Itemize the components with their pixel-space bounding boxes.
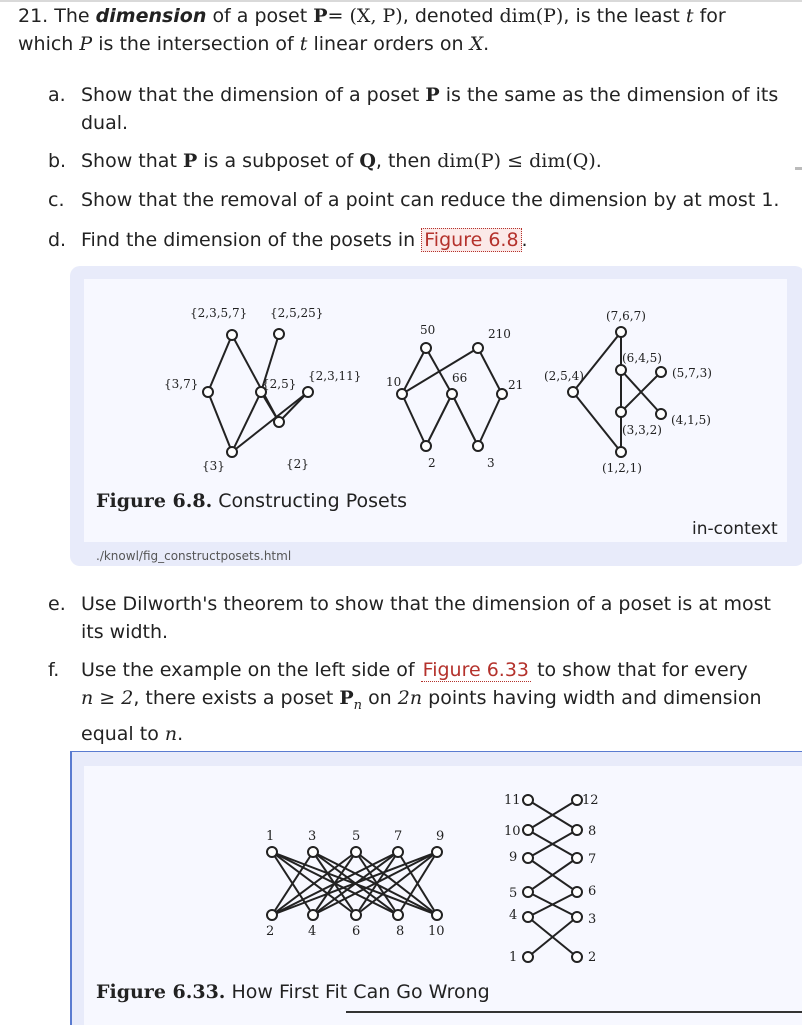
text: Find the dimension of the posets in <box>81 229 416 251</box>
task-label: d. <box>48 229 67 251</box>
text: . <box>483 33 490 55</box>
text: , denoted <box>402 5 494 27</box>
poset-label: 2 <box>428 456 436 470</box>
poset-label: {3,7} <box>164 377 199 391</box>
poset-label: {2} <box>286 457 309 471</box>
poset-label: {3} <box>202 459 225 473</box>
diagram-node <box>523 795 533 805</box>
text: is a subposet of <box>203 150 354 172</box>
poset-point <box>227 330 237 340</box>
text: Show that <box>81 150 177 172</box>
diagram-node <box>523 912 533 922</box>
diagram-node <box>393 847 403 857</box>
figure-6-8-link[interactable]: Figure 6.8 <box>421 228 521 252</box>
poset-label: {2,5,25} <box>270 306 324 320</box>
figure-6-33-caption <box>96 981 490 1003</box>
math-symbol: P <box>313 5 328 27</box>
exercise-number: 21. <box>18 5 49 27</box>
text: Show that the dimension of a poset <box>81 84 420 106</box>
diagram-node <box>572 825 582 835</box>
node-label: 10 <box>428 924 445 939</box>
poset-point <box>656 409 666 419</box>
node-label: 1 <box>266 829 275 844</box>
diagram-node <box>572 912 582 922</box>
text: . <box>521 229 528 251</box>
node-label: 8 <box>396 924 405 939</box>
knowl-file-path: ./knowl/fig_constructposets.html <box>96 549 292 563</box>
node-label: 11 <box>504 793 521 808</box>
math-subscript: n <box>353 697 363 713</box>
math-symbol: t <box>299 33 308 55</box>
task-label: b. <box>48 150 67 172</box>
caption-text: Constructing Posets <box>218 490 408 512</box>
node-label: 5 <box>509 886 518 901</box>
diagram-node <box>572 795 582 805</box>
poset-label: {2,3,5,7} <box>190 306 248 320</box>
math-expression: n ≥ 2 <box>81 687 134 709</box>
diagram-node <box>432 910 442 920</box>
poset-point <box>421 343 431 353</box>
poset-point <box>616 407 626 417</box>
caption-text: How First Fit Can Go Wrong <box>231 981 490 1003</box>
text: on <box>368 687 392 709</box>
node-label: 3 <box>308 829 317 844</box>
task-text: Show that the removal of a point can reduce the dimension by at most 1. <box>81 189 780 211</box>
math-expression: = (X, P) <box>327 5 403 27</box>
math-symbol: Q <box>359 150 376 172</box>
node-label: 2 <box>266 924 275 939</box>
poset-point <box>447 389 457 399</box>
scrollbar-thumb[interactable] <box>795 167 802 170</box>
task-text <box>81 147 793 175</box>
diagram-node <box>351 847 361 857</box>
poset-label: 66 <box>452 371 468 385</box>
task-label: f. <box>48 659 60 681</box>
figure-6-33-link[interactable]: Figure 6.33 <box>422 659 530 681</box>
diagram-node <box>523 853 533 863</box>
node-label: 2 <box>588 950 597 965</box>
node-label: 9 <box>436 829 445 844</box>
poset-point <box>616 447 626 457</box>
poset-point <box>227 447 237 457</box>
math-symbol: t <box>685 5 694 27</box>
task-text: Use Dilworth's theorem to show that the dimension of a poset is at most its width. <box>81 593 771 643</box>
math-symbol: P <box>339 687 354 709</box>
task-label: c. <box>48 189 65 211</box>
text: linear orders on <box>313 33 464 55</box>
math-expression: dim(P) <box>499 5 564 27</box>
node-label: 1 <box>509 950 518 965</box>
poset-point <box>203 387 213 397</box>
node-label: 7 <box>588 852 597 867</box>
caption-number: Figure 6.33. <box>96 981 226 1003</box>
text: . <box>595 150 602 172</box>
poset-point <box>274 417 284 427</box>
poset-point <box>616 365 626 375</box>
text: , then <box>375 150 432 172</box>
poset-point <box>421 441 431 451</box>
text: , is the least <box>563 5 680 27</box>
node-label: 12 <box>582 793 599 808</box>
diagram-node <box>267 910 277 920</box>
poset-point <box>497 389 507 399</box>
poset-point <box>473 441 483 451</box>
task-label: e. <box>48 593 66 615</box>
node-label: 3 <box>588 912 597 927</box>
poset-label: (3,3,2) <box>622 423 662 437</box>
poset-point <box>616 327 626 337</box>
diagram-node <box>308 910 318 920</box>
text: is the intersection of <box>98 33 294 55</box>
node-label: 9 <box>509 850 518 865</box>
math-symbol: P <box>425 84 440 106</box>
node-label: 6 <box>352 924 361 939</box>
math-expression: dim(P) ≤ dim(Q) <box>437 150 596 172</box>
poset-label: (4,1,5) <box>671 413 711 427</box>
node-label: 6 <box>588 884 597 899</box>
poset-label: {2,3,11} <box>308 369 362 383</box>
poset-point <box>397 389 407 399</box>
math-symbol: n <box>164 722 178 745</box>
text: which <box>18 33 74 55</box>
diagram-node <box>523 825 533 835</box>
text: to show that for every <box>537 659 748 681</box>
diagram-node <box>572 853 582 863</box>
poset-point <box>274 329 284 339</box>
diagram-node <box>572 887 582 897</box>
poset-label: 50 <box>420 323 436 337</box>
poset-label: 210 <box>488 327 511 341</box>
in-context-link[interactable]: in-context <box>692 519 778 539</box>
text: , there exists a poset <box>133 687 334 709</box>
poset-point <box>303 387 313 397</box>
math-expression: 2n <box>397 687 423 709</box>
math-symbol: P <box>182 150 198 172</box>
diagram-node <box>523 952 533 962</box>
text: for <box>699 5 726 27</box>
diagram-node <box>572 952 582 962</box>
poset-point <box>568 387 578 397</box>
poset-label: 21 <box>508 378 524 392</box>
node-label: 10 <box>504 824 521 839</box>
math-symbol: P <box>79 33 93 55</box>
text: points having width and dimension equal to <box>81 687 762 745</box>
figure-6-33-diagram <box>250 780 650 980</box>
node-label: 5 <box>352 829 361 844</box>
task-text <box>81 226 793 254</box>
diagram-node <box>523 887 533 897</box>
task-text <box>81 656 793 748</box>
poset-point <box>473 343 483 353</box>
poset-label: (6,4,5) <box>622 351 662 365</box>
poset-label: (1,2,1) <box>602 461 642 475</box>
poset-label: (5,7,3) <box>672 366 712 380</box>
text: is the same as the dimension of its dual. <box>81 84 779 134</box>
bottom-divider <box>346 1011 802 1013</box>
exercise-statement <box>18 2 793 58</box>
text: . <box>177 722 184 745</box>
diagram-node <box>308 847 318 857</box>
poset-point <box>656 367 666 377</box>
figure-6-8-diagram <box>84 280 787 490</box>
diagram-node <box>393 910 403 920</box>
node-label: 7 <box>394 829 403 844</box>
math-symbol: X <box>469 33 484 55</box>
text: The <box>54 5 90 27</box>
caption-number: Figure 6.8. <box>96 490 213 512</box>
node-label: 4 <box>509 908 518 923</box>
poset-label: {2,5} <box>262 377 297 391</box>
diagram-node <box>432 847 442 857</box>
task-label: a. <box>48 84 66 106</box>
poset-label: 10 <box>386 375 402 389</box>
diagram-node <box>267 847 277 857</box>
diagram-node <box>351 910 361 920</box>
poset-label: 3 <box>487 456 495 470</box>
text: Use the example on the left side of <box>81 659 415 681</box>
poset-label: (2,5,4) <box>544 369 584 383</box>
defined-term: dimension <box>95 5 207 27</box>
node-label: 8 <box>588 824 597 839</box>
node-label: 4 <box>308 924 317 939</box>
poset-label: (7,6,7) <box>606 309 646 323</box>
task-text <box>81 81 793 137</box>
text: of a poset <box>212 5 308 27</box>
figure-6-8-caption <box>96 490 407 512</box>
